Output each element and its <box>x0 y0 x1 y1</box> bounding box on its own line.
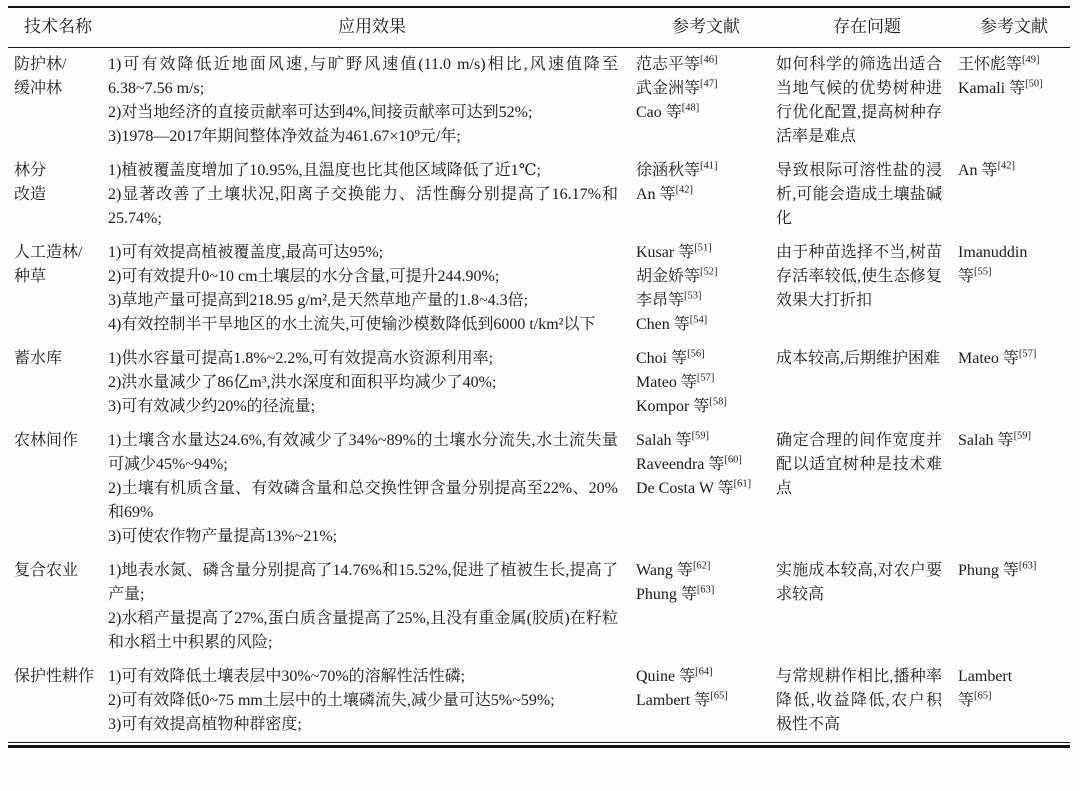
reference-item <box>636 101 770 125</box>
problem-text: 实施成本较高,对农户要求较高 <box>776 562 942 603</box>
reference-author: 等 <box>958 268 975 285</box>
effect-line: 1)可有效提高植被覆盖度,最高可达95%; <box>108 244 384 261</box>
problems-cell <box>776 154 958 236</box>
references-cell <box>636 424 776 554</box>
reference-item <box>636 265 770 289</box>
reference-author: Quine 等 <box>636 668 696 685</box>
reference-item <box>958 689 1068 713</box>
tech-name-cell <box>8 660 108 743</box>
effects-cell <box>108 342 636 424</box>
problem-text: 成本较高,后期维护困难 <box>776 350 941 367</box>
reference-author: 等 <box>958 692 975 709</box>
table-row <box>8 48 1070 155</box>
references-cell <box>636 660 776 743</box>
problem-text: 确定合理的间作宽度并配以适宜树种是技术难点 <box>776 432 942 497</box>
reference-item <box>636 429 770 453</box>
problems-cell <box>776 424 958 554</box>
citation-superscript: [51] <box>694 242 712 254</box>
problems-cell <box>776 342 958 424</box>
tech-name-line: 种草 <box>14 268 47 285</box>
reference-author: Wang 等 <box>636 562 693 579</box>
reference-author: Kusar 等 <box>636 244 695 261</box>
effect-line: 3)草地产量可提高到218.95 g/m²,是天然草地产量的1.8~4.3倍; <box>108 292 529 309</box>
reference-item <box>958 665 1068 689</box>
reference-author: Chen 等 <box>636 316 690 333</box>
reference-author: 范志平等 <box>636 56 701 73</box>
references-cell <box>636 554 776 660</box>
reference-author: Raveendra 等 <box>636 456 725 473</box>
table-row <box>8 342 1070 424</box>
references-cell-2 <box>958 236 1070 342</box>
reference-author: Mateo 等 <box>958 350 1019 367</box>
reference-author: 李昂等 <box>636 292 685 309</box>
citation-superscript: [57] <box>1018 348 1037 360</box>
effect-line: 3)1978—2017年期间整体净效益为461.67×10⁹元/年; <box>108 128 461 145</box>
references-cell <box>636 154 776 236</box>
citation-superscript: [59] <box>1013 430 1032 442</box>
citation-superscript: [42] <box>675 184 694 196</box>
references-cell-2 <box>958 424 1070 554</box>
reference-item <box>636 453 770 477</box>
reference-item <box>958 241 1068 265</box>
effects-cell <box>108 660 636 743</box>
problem-text: 由于种苗选择不当,树苗存活率较低,使生态修复效果大打折扣 <box>776 244 942 309</box>
reference-item <box>958 159 1068 183</box>
reference-item <box>958 347 1068 371</box>
problem-text: 如何科学的筛选出适合当地气候的优势树种进行优化配置,提高树种存活率是难点 <box>776 56 942 145</box>
citation-superscript: [56] <box>687 348 705 360</box>
reference-item <box>636 583 770 607</box>
reference-author: Kamali 等 <box>958 80 1026 97</box>
effect-line: 1)土壤含水量达24.6%,有效减少了34%~89%的土壤水分流失,水土流失量可减少45%~94%; <box>108 432 618 473</box>
tech-name-cell <box>8 236 108 342</box>
tech-name-line: 缓冲林 <box>14 80 63 97</box>
table-row <box>8 424 1070 554</box>
reference-author: Choi 等 <box>636 350 688 367</box>
reference-author: Phung 等 <box>636 586 697 603</box>
citation-superscript: [42] <box>997 160 1016 172</box>
citation-superscript: [55] <box>974 266 992 278</box>
effect-line: 1)可有效降低近地面风速,与旷野风速值(11.0 m/s)相比,风速值降至6.38~7.56 m/s; <box>108 56 618 97</box>
citation-superscript: [50] <box>1025 78 1043 90</box>
citation-superscript: [46] <box>700 54 718 66</box>
tech-name-cell <box>8 342 108 424</box>
reference-item <box>958 77 1068 101</box>
reference-item <box>958 53 1068 77</box>
citation-superscript: [59] <box>691 430 710 442</box>
citation-superscript: [47] <box>700 78 718 90</box>
reference-item <box>958 559 1068 583</box>
reference-item <box>636 347 770 371</box>
reference-item <box>636 289 770 313</box>
reference-item <box>636 77 770 101</box>
effects-cell <box>108 236 636 342</box>
effect-line: 1)可有效降低土壤表层中30%~70%的溶解性活性磷; <box>108 668 466 685</box>
reference-author: An 等 <box>636 186 676 203</box>
tech-name-line: 人工造林/ <box>14 244 83 261</box>
citation-superscript: [65] <box>710 690 728 702</box>
reference-author: 徐涵秋等 <box>636 162 701 179</box>
references-cell-2 <box>958 554 1070 660</box>
citation-superscript: [63] <box>1018 560 1037 572</box>
reference-item <box>636 395 770 419</box>
reference-author: Salah 等 <box>636 432 692 449</box>
reference-item <box>636 159 770 183</box>
tech-name-line: 农林间作 <box>14 432 79 449</box>
reference-item <box>636 371 770 395</box>
references-cell <box>636 342 776 424</box>
problems-cell <box>776 236 958 342</box>
reference-author: An 等 <box>958 162 998 179</box>
effect-line: 3)可使农作物产量提高13%~21%; <box>108 528 338 545</box>
reference-author: Kompor 等 <box>636 398 710 415</box>
references-cell <box>636 48 776 155</box>
effect-line: 1)植被覆盖度增加了10.95%,且温度也比其他区域降低了近1℃; <box>108 162 542 179</box>
tech-name-line: 林分 <box>14 162 47 179</box>
table-row <box>8 236 1070 342</box>
header-tech-name: 技术名称 <box>8 8 108 48</box>
problems-cell <box>776 554 958 660</box>
header-application-effect: 应用效果 <box>108 8 636 48</box>
reference-item <box>636 53 770 77</box>
reference-author: Cao 等 <box>636 104 682 121</box>
references-cell-2 <box>958 660 1070 743</box>
tech-name-line: 防护林/ <box>14 56 67 73</box>
citation-superscript: [57] <box>696 372 715 384</box>
effect-line: 2)可有效提升0~10 cm土壤层的水分含量,可提升244.90%; <box>108 268 500 285</box>
table-row <box>8 660 1070 743</box>
effect-line: 2)显著改善了土壤状况,阳离子交换能力、活性酶分别提高了16.17%和25.74%; <box>108 186 618 227</box>
table-header <box>8 8 1070 48</box>
problem-text: 与常规耕作相比,播种率降低,收益降低,农户积极性不高 <box>776 668 942 733</box>
citation-superscript: [61] <box>733 478 752 490</box>
effect-line: 2)洪水量减少了86亿m³,洪水深度和面积平均减少了40%; <box>108 374 497 391</box>
citation-superscript: [58] <box>709 396 727 408</box>
technology-effects-table <box>8 6 1070 748</box>
citation-superscript: [64] <box>695 666 713 678</box>
citation-superscript: [54] <box>689 314 708 326</box>
reference-item <box>636 477 770 501</box>
references-cell <box>636 236 776 342</box>
reference-author: 王怀彪等 <box>958 56 1023 73</box>
effect-line: 2)可有效降低0~75 mm土层中的土壤磷流失,减少量可达5%~59%; <box>108 692 555 709</box>
tech-name-cell <box>8 48 108 155</box>
citation-superscript: [63] <box>696 584 715 596</box>
table-row <box>8 554 1070 660</box>
effects-cell <box>108 48 636 155</box>
effect-line: 4)有效控制半干旱地区的水土流失,可使输沙模数降低到6000 t/km²以下 <box>108 316 596 333</box>
table-row <box>8 154 1070 236</box>
tech-name-cell <box>8 154 108 236</box>
problem-text: 导致根际可溶性盐的浸析,可能会造成土壤盐碱化 <box>776 162 942 227</box>
reference-author: Imanuddin <box>958 244 1028 261</box>
citation-superscript: [53] <box>684 290 702 302</box>
header-references-1: 参考文献 <box>636 8 776 48</box>
header-references-2: 参考文献 <box>958 8 1070 48</box>
tech-name-line: 复合农业 <box>14 562 79 579</box>
citation-superscript: [48] <box>681 102 700 114</box>
reference-author: 胡金娇等 <box>636 268 701 285</box>
tech-name-cell <box>8 554 108 660</box>
header-existing-problems: 存在问题 <box>776 8 958 48</box>
effect-line: 2)水稻产量提高了27%,蛋白质含量提高了25%,且没有重金属(胶质)在籽粒和水稻土中积累的风险; <box>108 610 618 651</box>
tech-name-line: 改造 <box>14 186 47 203</box>
reference-author: Lambert <box>958 668 1013 685</box>
effect-line: 2)土壤有机质含量、有效磷含量和总交换性钾含量分别提高至22%、20%和69% <box>108 480 618 521</box>
effects-cell <box>108 424 636 554</box>
table-body <box>8 48 1070 743</box>
reference-author: De Costa W 等 <box>636 480 734 497</box>
effect-line: 2)对当地经济的直接贡献率可达到4%,间接贡献率可达到52%; <box>108 104 533 121</box>
reference-author: Salah 等 <box>958 432 1014 449</box>
effect-line: 3)可有效减少约20%的径流量; <box>108 398 316 415</box>
citation-superscript: [49] <box>1022 54 1040 66</box>
citation-superscript: [52] <box>700 266 718 278</box>
reference-item <box>958 429 1068 453</box>
citation-superscript: [41] <box>700 160 718 172</box>
effect-line: 1)地表水氮、磷含量分别提高了14.76%和15.52%,促进了植被生长,提高了产量; <box>108 562 618 603</box>
reference-author: Phung 等 <box>958 562 1019 579</box>
reference-author: Mateo 等 <box>636 374 697 391</box>
effect-line: 3)可有效提高植物种群密度; <box>108 716 302 733</box>
reference-author: 武金洲等 <box>636 80 701 97</box>
effects-cell <box>108 154 636 236</box>
reference-author: Lambert 等 <box>636 692 711 709</box>
reference-item <box>636 313 770 337</box>
header-row <box>8 8 1070 48</box>
effect-line: 1)供水容量可提高1.8%~2.2%,可有效提高水资源利用率; <box>108 350 494 367</box>
references-cell-2 <box>958 154 1070 236</box>
data-table <box>8 8 1070 743</box>
reference-item <box>636 665 770 689</box>
reference-item <box>636 689 770 713</box>
tech-name-line: 保护性耕作 <box>14 668 95 685</box>
problems-cell <box>776 48 958 155</box>
tech-name-line: 蓄水库 <box>14 350 63 367</box>
reference-item <box>636 559 770 583</box>
citation-superscript: [62] <box>692 560 711 572</box>
citation-superscript: [60] <box>724 454 742 466</box>
references-cell-2 <box>958 48 1070 155</box>
tech-name-cell <box>8 424 108 554</box>
problems-cell <box>776 660 958 743</box>
reference-item <box>958 265 1068 289</box>
effects-cell <box>108 554 636 660</box>
reference-item <box>636 241 770 265</box>
reference-item <box>636 183 770 207</box>
citation-superscript: [65] <box>974 690 992 702</box>
references-cell-2 <box>958 342 1070 424</box>
